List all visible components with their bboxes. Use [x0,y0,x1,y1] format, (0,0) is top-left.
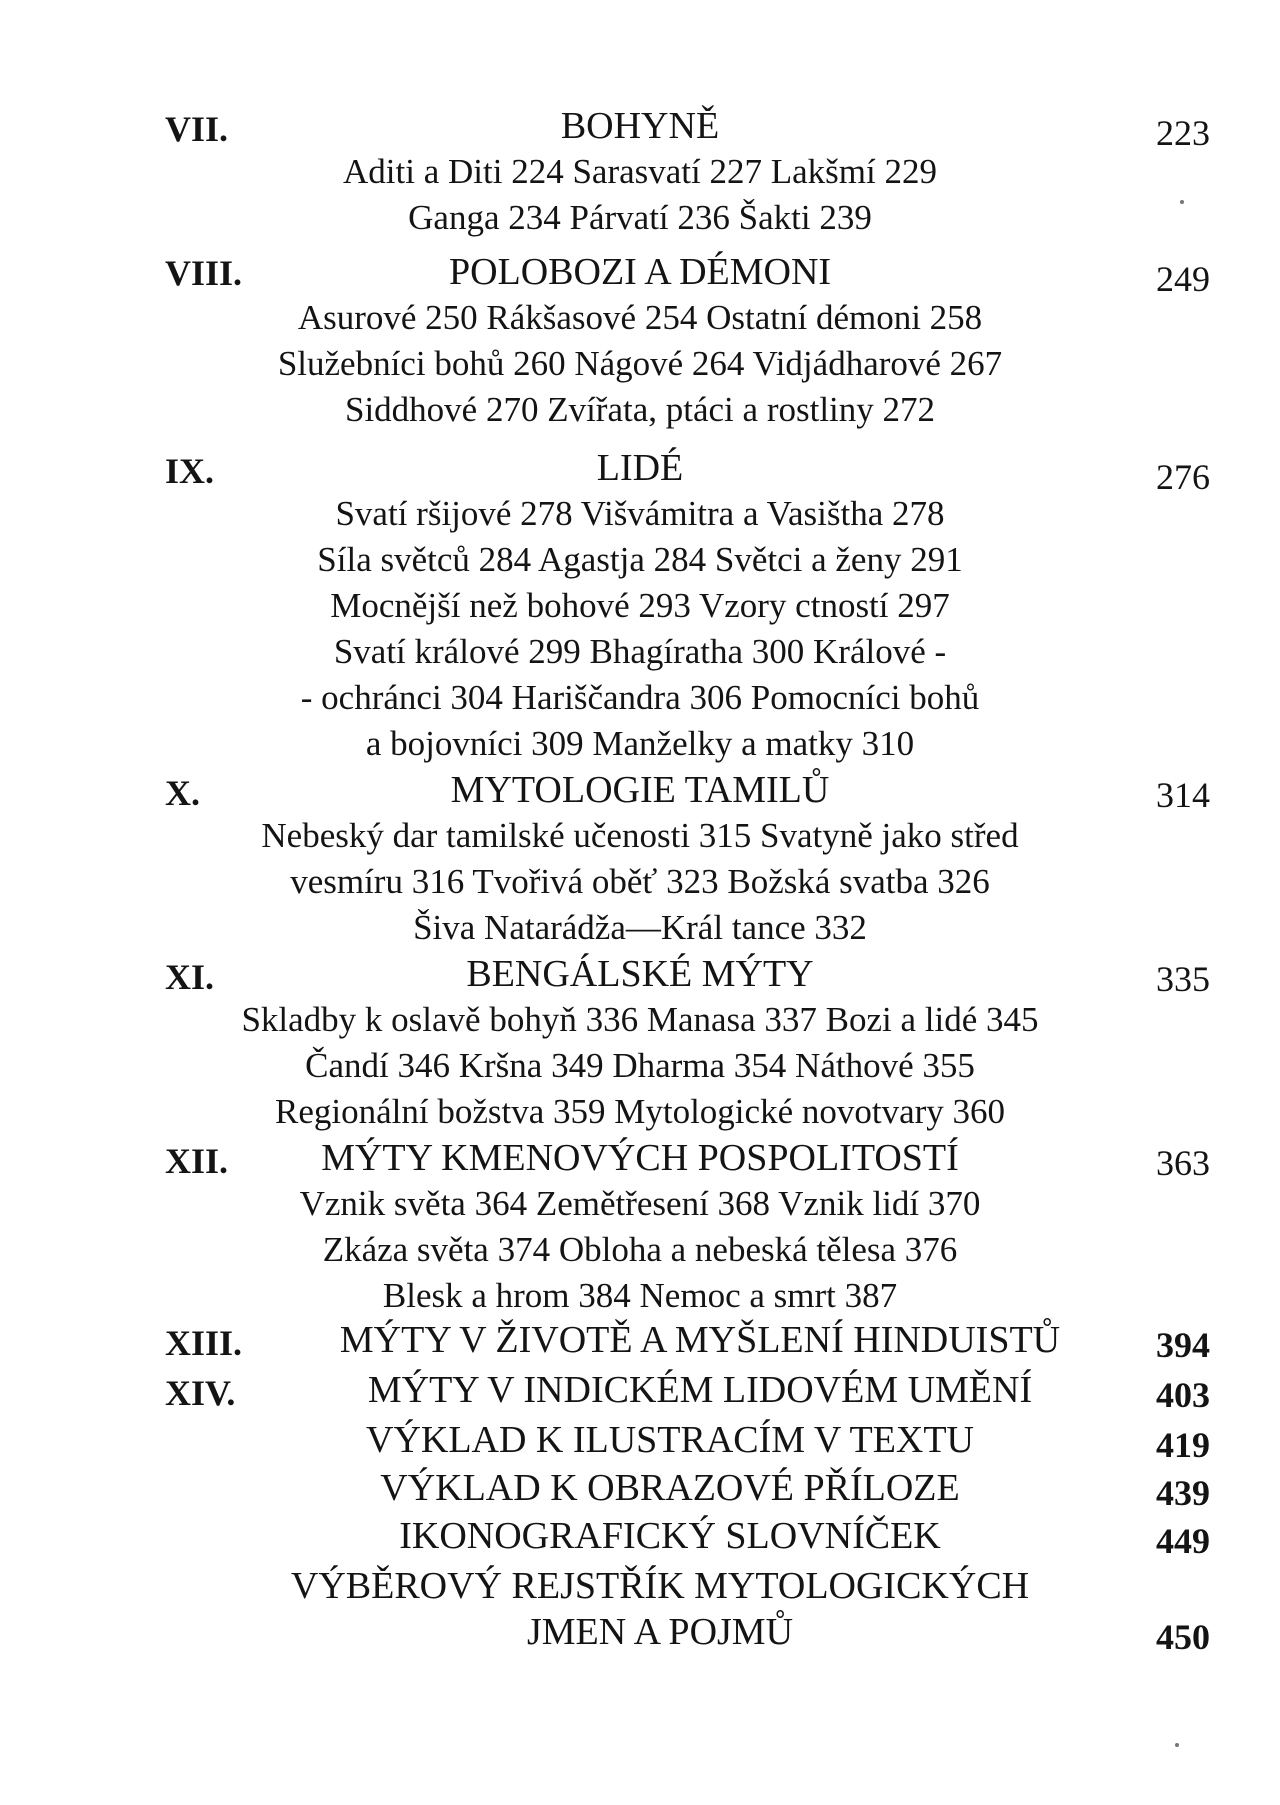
toc-subline: Skladby k oslavě bohyň 336 Manasa 337 Bozi a lidé 345 [241,1000,1039,1039]
toc-subline: Šiva Natarádža—Král tance 332 [413,908,867,947]
toc-subline: - ochránci 304 Hariščandra 306 Pomocníci bohů [300,678,980,717]
appendix-title-cont: JMEN A POJMŮ [526,1611,794,1653]
appendix-page: 439 [1156,1473,1210,1513]
toc-subline: Síla světců 284 Agastja 284 Světci a ženy 291 [317,540,963,579]
toc-subline: Regionální božstva 359 Mytologické novotvary 360 [274,1092,1006,1131]
chapter-page: 249 [1156,259,1210,299]
chapter-title: BOHYNĚ [560,105,720,147]
toc-subline: Čandí 346 Kršna 349 Dharma 354 Náthové 355 [305,1046,975,1085]
chapter-number: XIV. [165,1373,236,1413]
toc-subline: Zkáza světa 374 Obloha a nebeská tělesa 376 [322,1230,958,1269]
appendix-title: VÝKLAD K ILUSTRACÍM V TEXTU [366,1419,974,1461]
appendix-title: IKONOGRAFICKÝ SLOVNÍČEK [399,1515,941,1557]
chapter-page: 276 [1156,457,1210,497]
chapter-title: MÝTY V ŽIVOTĚ A MYŠLENÍ HINDUISTŮ [339,1319,1061,1361]
chapter-number: VII. [165,109,229,149]
toc-subline: Nebeský dar tamilské učenosti 315 Svatyně jako střed [261,816,1019,855]
chapter-number: XI. [165,957,215,997]
chapter-title: MYTOLOGIE TAMILŮ [450,769,830,811]
appendix-page: 419 [1156,1425,1210,1465]
chapter-title: MÝTY V INDICKÉM LIDOVÉM UMĚNÍ [367,1369,1033,1411]
chapter-number: XII. [165,1141,229,1181]
chapter-number: XIII. [165,1323,243,1363]
print-speck [1180,200,1184,204]
chapter-title: POLOBOZI A DÉMONI [448,251,832,293]
appendix-title: VÝBĚROVÝ REJSTŘÍK MYTOLOGICKÝCH [290,1565,1030,1607]
toc-subline: Vznik světa 364 Zemětřesení 368 Vznik lidí 370 [299,1184,981,1223]
print-speck [1175,1743,1179,1747]
toc-subline: Asurové 250 Rákšasové 254 Ostatní démoni 258 [297,298,983,337]
toc-subline: Aditi a Diti 224 Sarasvatí 227 Lakšmí 229 [343,152,937,191]
chapter-title: BENGÁLSKÉ MÝTY [466,953,814,995]
chapter-page: 335 [1156,959,1210,999]
chapter-page: 314 [1156,775,1210,815]
toc-subline: Mocnější než bohové 293 Vzory ctností 297 [330,586,950,625]
chapter-number: IX. [165,451,215,491]
chapter-page: 403 [1156,1375,1210,1415]
appendix-title: VÝKLAD K OBRAZOVÉ PŘÍLOZE [380,1467,960,1509]
chapter-number: VIII. [165,253,243,293]
chapter-number: X. [165,773,200,813]
chapter-page: 363 [1156,1143,1210,1183]
toc-subline: Ganga 234 Párvatí 236 Šakti 239 [408,198,872,237]
toc-subline: vesmíru 316 Tvořivá oběť 323 Božská svatba 326 [290,862,990,901]
toc-subline: Svatí králové 299 Bhagíratha 300 Králové - [333,632,947,671]
appendix-page: 450 [1156,1617,1210,1657]
appendix-page: 449 [1156,1521,1210,1561]
chapter-page: 223 [1156,113,1210,153]
chapter-title: LIDÉ [596,447,684,489]
toc-subline: Siddhové 270 Zvířata, ptáci a rostliny 272 [344,390,936,429]
toc-subline: a bojovníci 309 Manželky a matky 310 [365,724,915,763]
toc-subline: Svatí ršijové 278 Višvámitra a Vasištha 278 [335,494,945,533]
toc-subline: Blesk a hrom 384 Nemoc a smrt 387 [382,1276,898,1315]
chapter-page: 394 [1156,1325,1210,1365]
chapter-title: MÝTY KMENOVÝCH POSPOLITOSTÍ [321,1137,959,1179]
toc-subline: Služebníci bohů 260 Nágové 264 Vidjádharové 267 [277,344,1003,383]
